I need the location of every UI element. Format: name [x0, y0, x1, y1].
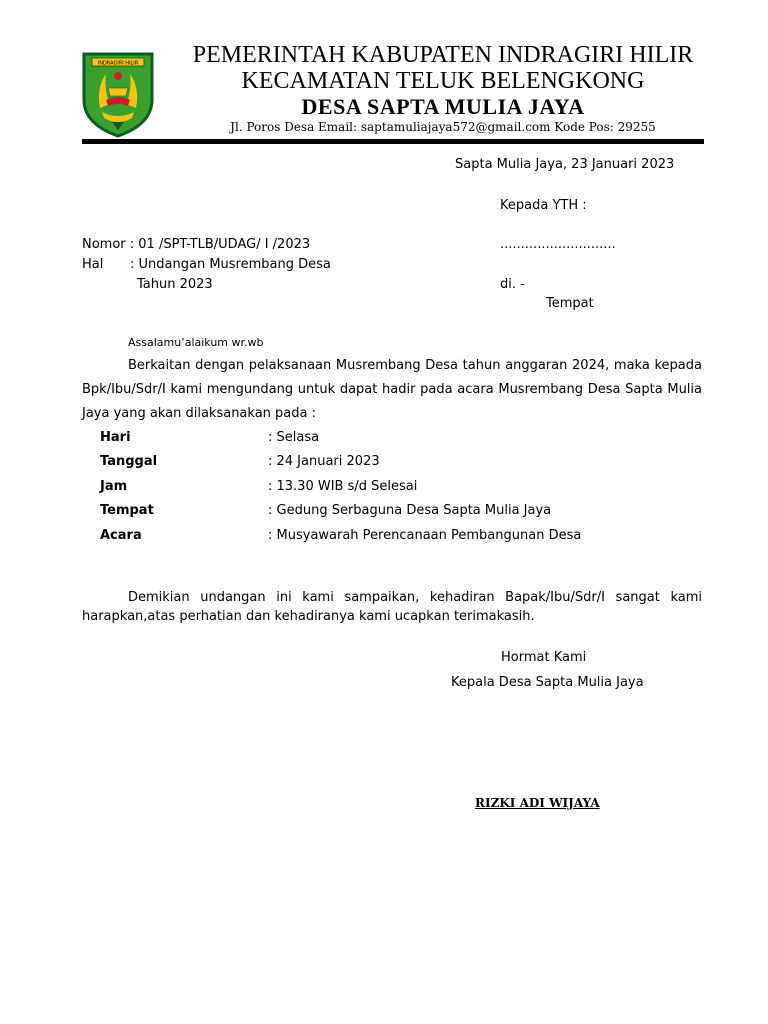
greeting: Assalamu’alaikum wr.wb — [128, 336, 264, 349]
regency-coat-of-arms-logo — [80, 48, 156, 138]
body-intro-paragraph — [82, 354, 702, 426]
detail-label-tanggal: Tanggal — [100, 454, 158, 469]
letterhead-regency: PEMERINTAH KABUPATEN INDRAGIRI HILIR — [192, 42, 694, 68]
subject-value-year: Tahun 2023 — [137, 277, 213, 292]
detail-value-acara: : Musyawarah Perencanaan Pembangunan Desa — [268, 528, 582, 543]
detail-value-tempat: : Gedung Serbaguna Desa Sapta Mulia Jaya — [268, 503, 552, 518]
logo-ribbon-text: INDRAGIRI HILIR — [97, 60, 139, 67]
subject-label: Hal — [82, 257, 104, 272]
letter-date: Sapta Mulia Jaya, 23 Januari 2023 — [455, 157, 675, 172]
letterhead-district: KECAMATAN TELUK BELENGKONG — [241, 68, 645, 94]
letterhead-village: DESA SAPTA MULIA JAYA — [301, 94, 585, 119]
signature-regards: Hormat Kami — [501, 650, 587, 665]
closing-paragraph — [82, 588, 702, 626]
subject-value: : Undangan Musrembang Desa — [130, 257, 331, 272]
recipient-name-placeholder: ............................ — [500, 237, 616, 252]
recipient-place: Tempat — [546, 296, 594, 311]
detail-label-jam: Jam — [100, 479, 128, 494]
recipient-to: Kepada YTH : — [500, 198, 587, 213]
detail-label-tempat: Tempat — [100, 503, 154, 518]
closing-text: Demikian undangan ini kami sampaikan, kehadiran Bapak/Ibu/Sdr/I sangat kami harapkan,atas perhatian dan kehadiranya kami ucapkan terimakasih. — [82, 590, 702, 624]
letterhead-divider — [82, 139, 704, 144]
detail-label-acara: Acara — [100, 528, 142, 543]
body-intro-text: Berkaitan dengan pelaksanaan Musrembang Desa tahun anggaran 2024, maka kepada Bpk/Ibu/Sdr/I kami mengundang untuk dapat hadir pada acara Musrembang Desa Sapta Mulia Jaya yang akan dilaksanakan pada : — [82, 358, 702, 421]
detail-label-hari: Hari — [100, 430, 131, 445]
letterhead-address: Jl. Poros Desa Email: saptamuliajaya572@gmail.com Kode Pos: 29255 — [230, 120, 656, 134]
recipient-at: di. - — [500, 277, 525, 292]
detail-value-jam: : 13.30 WIB s/d Selesai — [268, 479, 418, 494]
detail-value-tanggal: : 24 Januari 2023 — [268, 454, 380, 469]
detail-value-hari: : Selasa — [268, 430, 320, 445]
letter-number: Nomor : 01 /SPT-TLB/UDAG/ I /2023 — [82, 237, 311, 252]
signature-title: Kepala Desa Sapta Mulia Jaya — [451, 675, 644, 690]
signatory-name: RIZKI ADI WIJAYA — [475, 796, 600, 810]
